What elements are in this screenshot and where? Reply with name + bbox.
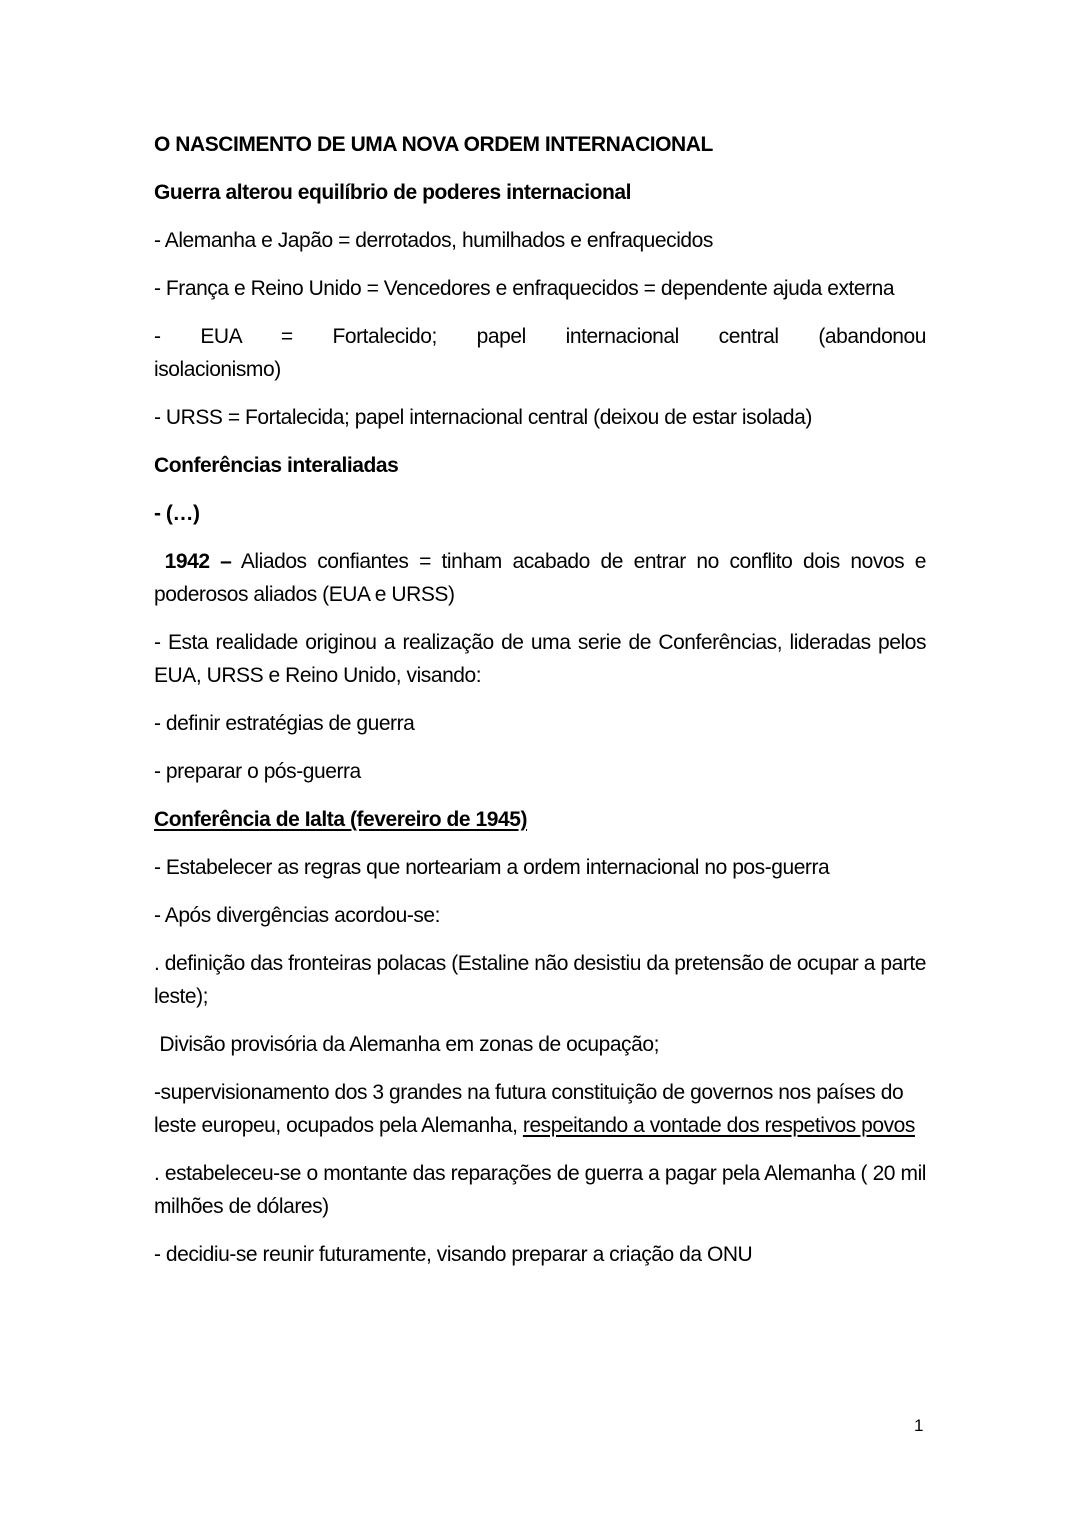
list-item: - definir estratégias de guerra [154, 712, 415, 735]
list-item: - Esta realidade originou a realização de uma serie de Conferências, lideradas pelos EUA, URSS e Reino Unido, visando: [154, 631, 926, 687]
section-heading: Guerra alterou equilíbrio de poderes internacional [154, 181, 631, 204]
list-item [154, 545, 926, 611]
list-item: - preparar o pós-guerra [154, 760, 361, 783]
list-item: Divisão provisória da Alemanha em zonas de ocupação; [154, 1033, 659, 1056]
list-item: - EUA = Fortalecido; papel internacional central (abandonou isolacionismo) [154, 325, 926, 381]
page-number: 1 [914, 1416, 924, 1435]
list-item: - Estabelecer as regras que norteariam a ordem internacional no pos-guerra [154, 856, 830, 879]
list-item: - França e Reino Unido = Vencedores e enfraquecidos = dependente ajuda externa [154, 277, 895, 300]
ellipsis-item: - (…) [154, 502, 200, 525]
document-title: O NASCIMENTO DE UMA NOVA ORDEM INTERNACIONAL [154, 133, 713, 156]
supervision-text: -supervisionamento dos 3 grandes na futura constituição de governos nos países do leste europeu, ocupados pela Alemanha, [154, 1081, 904, 1137]
list-item: - Alemanha e Japão = derrotados, humilhados e enfraquecidos [154, 229, 713, 252]
year-text: Aliados confiantes = tinham acabado de entrar no conflito dois novos e poderosos aliados (EUA e URSS) [154, 550, 927, 606]
list-item: - URSS = Fortalecida; papel internacional central (deixou de estar isolada) [154, 406, 812, 429]
section-heading: Conferências interaliadas [154, 454, 399, 477]
section-heading: Conferência de Ialta (fevereiro de 1945) [154, 808, 527, 831]
year-label: 1942 – [164, 550, 232, 573]
list-item: . definição das fronteiras polacas (Estaline não desistiu da pretensão de ocupar a parte leste); [154, 952, 926, 1008]
list-item: . estabeleceu-se o montante das reparações de guerra a pagar pela Alemanha ( 20 mil milhões de dólares) [154, 1162, 926, 1218]
list-item: - Após divergências acordou-se: [154, 904, 441, 927]
supervision-underlined: respeitando a vontade dos respetivos povos [522, 1114, 915, 1137]
document-page [154, 128, 926, 1286]
list-item [154, 1076, 926, 1142]
list-item: - decidiu-se reunir futuramente, visando preparar a criação da ONU [154, 1243, 753, 1266]
